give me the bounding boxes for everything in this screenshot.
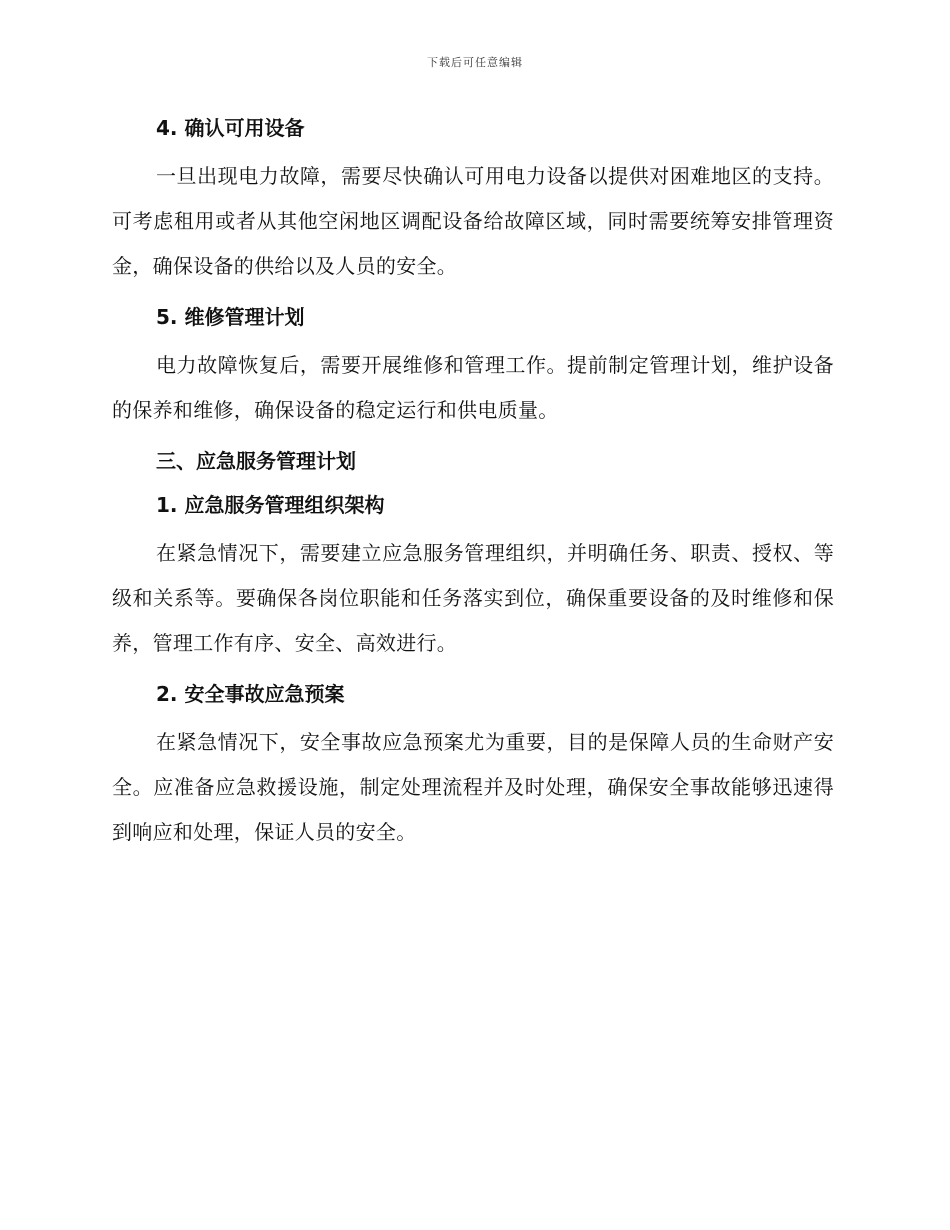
section-heading: 1. 应急服务管理组织架构	[156, 493, 385, 517]
section-heading: 2. 安全事故应急预案	[156, 682, 345, 706]
section-paragraph: 电力故障恢复后，需要开展维修和管理工作。提前制定管理计划，维护设备的保养和维修，确保设备的稳定运行和供电质量。	[112, 353, 834, 422]
section-heading: 5. 维修管理计划	[156, 305, 305, 329]
section-confirm-equipment	[112, 112, 834, 289]
chapter-heading: 三、应急服务管理计划	[156, 449, 356, 473]
page-header: 下载后可任意编辑	[427, 56, 523, 69]
section-heading: 4. 确认可用设备	[156, 116, 305, 140]
section-emergency-service-plan	[112, 445, 834, 477]
section-paragraph: 在紧急情况下，安全事故应急预案尤为重要，目的是保障人员的生命财产安全。应准备应急救援设施，制定处理流程并及时处理，确保安全事故能够迅速得到响应和处理，保证人员的安全。	[112, 730, 834, 844]
section-safety-contingency	[112, 678, 834, 855]
section-maintenance-plan	[112, 301, 834, 433]
section-organization-structure	[112, 489, 834, 666]
section-paragraph: 一旦出现电力故障，需要尽快确认可用电力设备以提供对困难地区的支持。可考虑租用或者从其他空闲地区调配设备给故障区域，同时需要统筹安排管理资金，确保设备的供给以及人员的安全。	[112, 164, 834, 278]
document-body	[112, 112, 834, 855]
section-paragraph: 在紧急情况下，需要建立应急服务管理组织，并明确任务、职责、授权、等级和关系等。要确保各岗位职能和任务落实到位，确保重要设备的及时维修和保养，管理工作有序、安全、高效进行。	[112, 541, 834, 655]
